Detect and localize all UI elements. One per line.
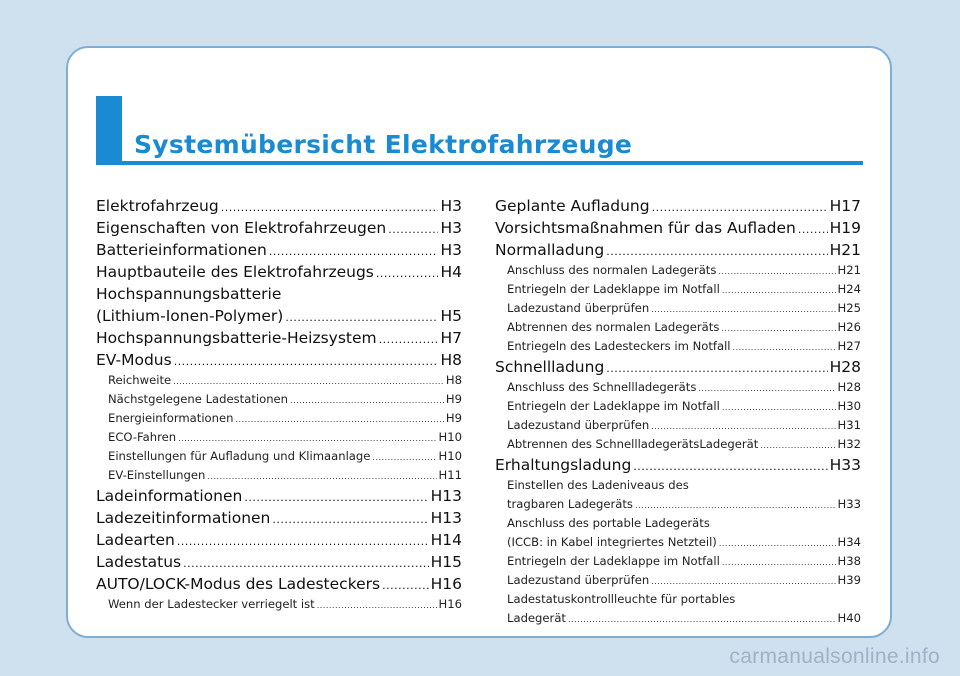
dot-leader <box>207 467 436 486</box>
toc-page-number: H31 <box>837 418 861 432</box>
watermark: carmanualsonline.info <box>729 645 940 668</box>
toc-entry-title: Abtrennen des SchnellladegerätsLadegerät <box>507 437 759 451</box>
toc-entry[interactable] <box>96 195 462 217</box>
toc-subentry[interactable] <box>495 435 861 454</box>
toc-entry-title: Anschluss des normalen Ladegeräts <box>507 263 717 277</box>
toc-entry-title: Einstellungen für Aufladung und Klimaanlage <box>108 449 371 463</box>
dot-leader <box>698 379 835 398</box>
dot-leader <box>269 241 439 263</box>
dot-leader <box>652 197 828 219</box>
dot-leader <box>379 329 439 351</box>
toc-page-number: H26 <box>837 320 861 334</box>
toc-subentry[interactable] <box>495 337 861 356</box>
toc-entry-title: EV-Modus <box>96 351 172 369</box>
dot-leader <box>633 456 827 478</box>
toc-subentry[interactable] <box>495 416 861 435</box>
toc-page-number: H11 <box>438 468 462 482</box>
dot-leader <box>651 300 835 319</box>
toc-entry[interactable] <box>96 261 462 283</box>
toc-entry[interactable] <box>96 551 462 573</box>
toc-page-number: H5 <box>440 307 462 325</box>
dot-leader <box>173 372 444 391</box>
toc-page-number: H39 <box>837 573 861 587</box>
toc-entry-title: Ladezeitinformationen <box>96 509 271 527</box>
dot-leader <box>244 487 428 509</box>
toc-page-number: H38 <box>837 554 861 568</box>
toc-entry[interactable] <box>495 195 861 217</box>
dot-leader <box>760 436 835 455</box>
toc-entry-title: Ladeinformationen <box>96 487 243 505</box>
dot-leader <box>722 281 836 300</box>
toc-entry-title: (ICCB: in Kabel integriertes Netzteil) <box>507 535 717 549</box>
toc-page-number: H8 <box>445 373 462 387</box>
toc-entry-title: Elektrofahrzeug <box>96 197 219 215</box>
toc-page-number: H9 <box>445 411 462 425</box>
toc-entry[interactable] <box>96 573 462 595</box>
toc-page-number: H25 <box>837 301 861 315</box>
toc-entry-title: AUTO/LOCK-Modus des Ladesteckers <box>96 575 381 593</box>
toc-entry-title: Schnellladung <box>495 358 605 376</box>
toc-page-number: H19 <box>829 219 861 237</box>
toc-entry-title: Batterieinformationen <box>96 241 267 259</box>
dot-leader <box>177 531 429 553</box>
toc-page-number: H3 <box>440 241 462 259</box>
dot-leader <box>372 448 436 467</box>
toc-page-number: H4 <box>440 263 462 281</box>
toc-page-number: H32 <box>837 437 861 451</box>
dot-leader <box>272 509 428 531</box>
toc-entry-heading-line: Ladestatuskontrollleuchte für portables <box>507 592 736 606</box>
toc-subentry[interactable] <box>495 261 861 280</box>
toc-page-number: H7 <box>440 329 462 347</box>
toc-page-number: H40 <box>837 611 861 625</box>
toc-entry[interactable] <box>96 305 462 327</box>
toc-page-number: H33 <box>829 456 861 474</box>
toc-subentry[interactable] <box>96 428 462 447</box>
dot-leader <box>317 596 437 615</box>
dot-leader <box>178 429 436 448</box>
toc-entry-title: Wenn der Ladestecker verriegelt ist <box>108 597 315 611</box>
toc-entry-title: Erhaltungsladung <box>495 456 632 474</box>
toc-page-number: H34 <box>837 535 861 549</box>
toc-subentry[interactable] <box>495 571 861 590</box>
toc-entry-title: Hauptbauteile des Elektrofahrzeugs <box>96 263 374 281</box>
toc-entry-title: Nächstgelegene Ladestationen <box>108 392 289 406</box>
dot-leader <box>635 496 836 515</box>
toc-entry[interactable] <box>96 529 462 551</box>
toc-entry[interactable] <box>96 485 462 507</box>
toc-subentry[interactable] <box>495 378 861 397</box>
toc-entry[interactable] <box>96 217 462 239</box>
dot-leader <box>174 351 439 373</box>
toc-entry-title: Abtrennen des normalen Ladegeräts <box>507 320 720 334</box>
toc-entry-title: tragbaren Ladegeräts <box>507 497 633 511</box>
toc-entry[interactable] <box>96 507 462 529</box>
toc-entry-title: Ladezustand überprüfen <box>507 418 650 432</box>
toc-entry-heading-line: Hochspannungsbatterie <box>96 285 282 303</box>
dot-leader <box>376 263 439 285</box>
toc-page-number: H13 <box>430 509 462 527</box>
title-accent-block <box>96 96 122 165</box>
dot-leader <box>733 338 836 357</box>
toc-page-number: H10 <box>438 449 462 463</box>
toc-entry-title: Hochspannungsbatterie-Heizsystem <box>96 329 377 347</box>
toc-entry-title: Anschluss des Schnellladegeräts <box>507 380 697 394</box>
dot-leader <box>798 219 828 241</box>
dot-leader <box>721 319 835 338</box>
toc-page-number: H15 <box>430 553 462 571</box>
toc-page-number: H24 <box>837 282 861 296</box>
toc-page-number: H16 <box>430 575 462 593</box>
dot-leader <box>183 553 428 575</box>
toc-entry-title: Entriegeln der Ladeklappe im Notfall <box>507 282 720 296</box>
toc-page-number: H3 <box>440 197 462 215</box>
toc-page-number: H21 <box>837 263 861 277</box>
dot-leader <box>606 358 827 380</box>
toc-subentry[interactable] <box>96 595 462 614</box>
toc-entry[interactable] <box>96 327 462 349</box>
dot-leader <box>568 610 836 629</box>
toc-entry-heading-line: Anschluss des portable Ladegeräts <box>507 516 710 530</box>
toc-page-number: H3 <box>440 219 462 237</box>
toc-left-column <box>96 195 462 614</box>
toc-page-number: H28 <box>829 358 861 376</box>
dot-leader <box>651 417 835 436</box>
toc-subentry[interactable] <box>495 299 861 318</box>
toc-entry-title: Entriegeln der Ladeklappe im Notfall <box>507 399 720 413</box>
dot-leader <box>722 553 836 572</box>
toc-entry-title: Ladearten <box>96 531 175 549</box>
toc-subentry[interactable] <box>96 409 462 428</box>
toc-entry-title: Ladezustand überprüfen <box>507 573 650 587</box>
toc-entry-title: Ladegerät <box>507 611 566 625</box>
dot-leader <box>290 391 444 410</box>
toc-entry[interactable] <box>495 356 861 378</box>
toc-subentry[interactable] <box>96 466 462 485</box>
dot-leader <box>388 219 438 241</box>
toc-page-number: H21 <box>829 241 861 259</box>
toc-right-column <box>495 195 861 628</box>
toc-page-number: H33 <box>837 497 861 511</box>
dot-leader <box>382 575 429 597</box>
toc-subentry[interactable] <box>96 447 462 466</box>
toc-entry-title: Ladezustand überprüfen <box>507 301 650 315</box>
toc-page-number: H16 <box>438 597 462 611</box>
toc-page-number: H8 <box>440 351 462 369</box>
dot-leader <box>651 572 835 591</box>
toc-entry-heading-line: Einstellen des Ladeniveaus des <box>507 478 689 492</box>
toc-entry[interactable] <box>495 239 861 261</box>
toc-page-number: H27 <box>837 339 861 353</box>
toc-subentry[interactable] <box>495 495 861 514</box>
toc-entry-title: ECO-Fahren <box>108 430 177 444</box>
toc-subentry[interactable] <box>495 609 861 628</box>
title-underline <box>122 161 863 165</box>
toc-page-number: H30 <box>837 399 861 413</box>
toc-entry-title: Ladestatus <box>96 553 182 571</box>
dot-leader <box>235 410 443 429</box>
toc-entry-title: Eigenschaften von Elektrofahrzeugen <box>96 219 387 237</box>
toc-entry-title: Entriegeln des Ladesteckers im Notfall <box>507 339 731 353</box>
toc-entry-title: Normalladung <box>495 241 605 259</box>
toc-subentry[interactable] <box>96 371 462 390</box>
toc-entry-title: Energieinformationen <box>108 411 234 425</box>
toc-entry[interactable] <box>495 454 861 476</box>
page-title: Systemübersicht Elektrofahrzeuge <box>134 130 633 159</box>
toc-entry[interactable] <box>495 217 861 239</box>
toc-subentry[interactable] <box>96 390 462 409</box>
toc-subentry[interactable] <box>495 533 861 552</box>
toc-entry[interactable] <box>96 239 462 261</box>
toc-entry[interactable] <box>96 349 462 371</box>
dot-leader <box>285 307 438 329</box>
toc-page-number: H17 <box>829 197 861 215</box>
toc-subentry[interactable] <box>495 318 861 337</box>
dot-leader <box>719 534 836 553</box>
toc-page-number: H9 <box>445 392 462 406</box>
toc-entry-title: Geplante Aufladung <box>495 197 650 215</box>
toc-entry-title: EV-Einstellungen <box>108 468 206 482</box>
toc-subentry[interactable] <box>495 397 861 416</box>
toc-page-number: H28 <box>837 380 861 394</box>
dot-leader <box>722 398 836 417</box>
dot-leader <box>718 262 835 281</box>
toc-entry-title: Vorsichtsmaßnahmen für das Aufladen <box>495 219 796 237</box>
toc-subentry[interactable] <box>495 552 861 571</box>
toc-page-number: H13 <box>430 487 462 505</box>
toc-entry-title: Entriegeln der Ladeklappe im Notfall <box>507 554 720 568</box>
toc-subentry[interactable] <box>495 280 861 299</box>
toc-page-number: H10 <box>438 430 462 444</box>
toc-page-number: H14 <box>430 531 462 549</box>
dot-leader <box>606 241 827 263</box>
toc-entry-title: Reichweite <box>108 373 172 387</box>
dot-leader <box>221 197 439 219</box>
toc-entry-title: (Lithium-Ionen-Polymer) <box>96 307 284 325</box>
